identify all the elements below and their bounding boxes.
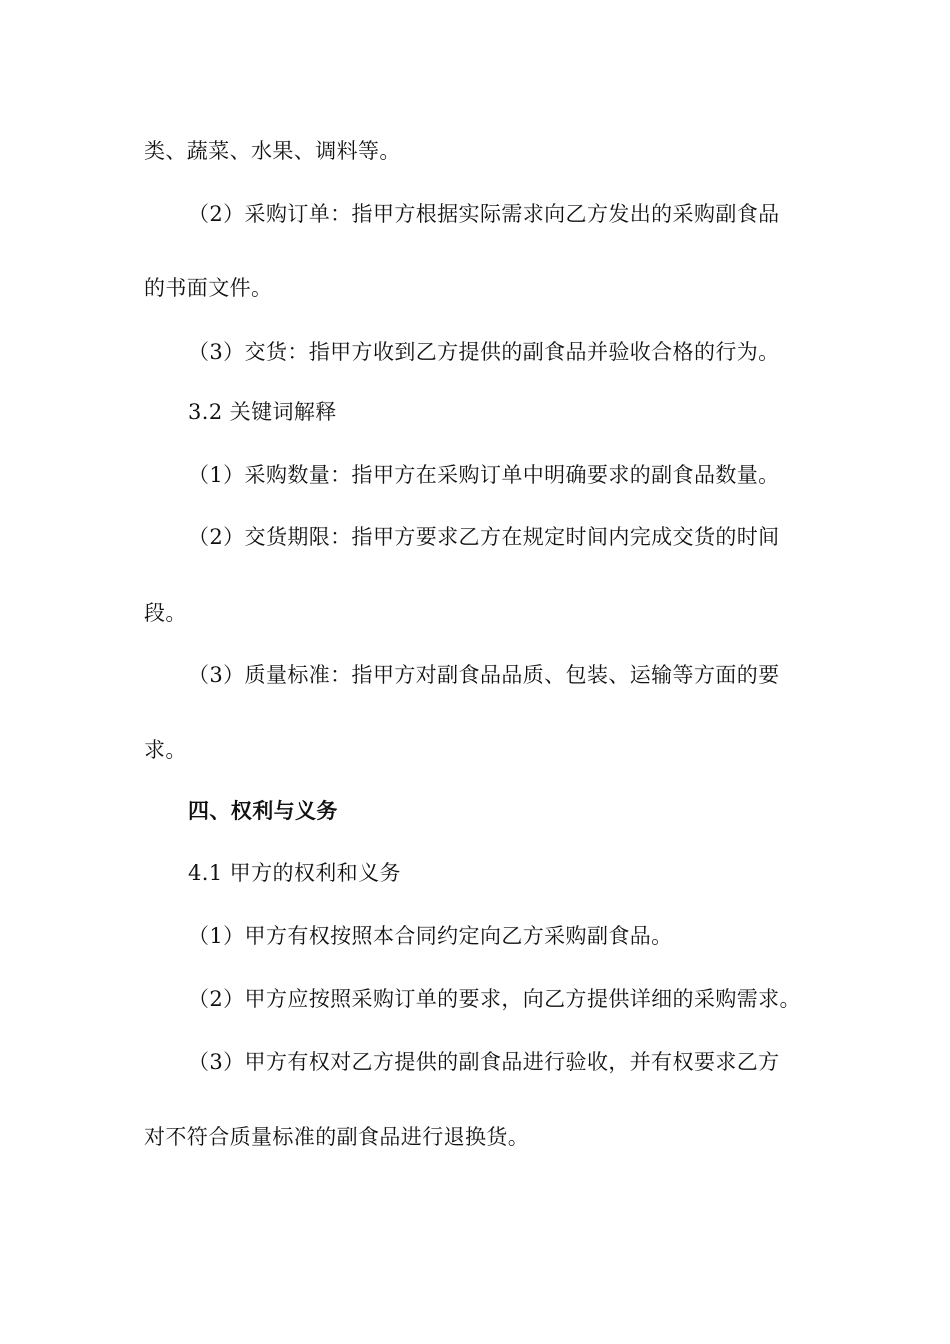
paragraph-line: （2）采购订单：指甲方根据实际需求向乙方发出的采购副食品 bbox=[188, 202, 780, 226]
paragraph-line: 求。 bbox=[144, 738, 187, 762]
paragraph-line: 的书面文件。 bbox=[144, 276, 273, 300]
paragraph-line: （1）采购数量：指甲方在采购订单中明确要求的副食品数量。 bbox=[188, 463, 780, 487]
section-subheading: 3.2 关键词解释 bbox=[188, 400, 337, 424]
paragraph-line: 类、蔬菜、水果、调料等。 bbox=[144, 139, 401, 163]
paragraph-line: （3）交货：指甲方收到乙方提供的副食品并验收合格的行为。 bbox=[188, 340, 780, 364]
paragraph-line: （2）甲方应按照采购订单的要求，向乙方提供详细的采购需求。 bbox=[188, 987, 801, 1011]
paragraph-line: （2）交货期限：指甲方要求乙方在规定时间内完成交货的时间 bbox=[188, 525, 780, 549]
paragraph-line: （3）甲方有权对乙方提供的副食品进行验收，并有权要求乙方 bbox=[188, 1050, 780, 1074]
paragraph-line: 对不符合质量标准的副食品进行退换货。 bbox=[144, 1125, 530, 1149]
paragraph-line: 段。 bbox=[144, 601, 187, 625]
section-subheading: 4.1 甲方的权利和义务 bbox=[188, 861, 401, 885]
paragraph-line: （3）质量标准：指甲方对副食品品质、包装、运输等方面的要 bbox=[188, 663, 780, 687]
paragraph-line: （1）甲方有权按照本合同约定向乙方采购副食品。 bbox=[188, 924, 673, 948]
section-heading: 四、权利与义务 bbox=[188, 798, 338, 823]
